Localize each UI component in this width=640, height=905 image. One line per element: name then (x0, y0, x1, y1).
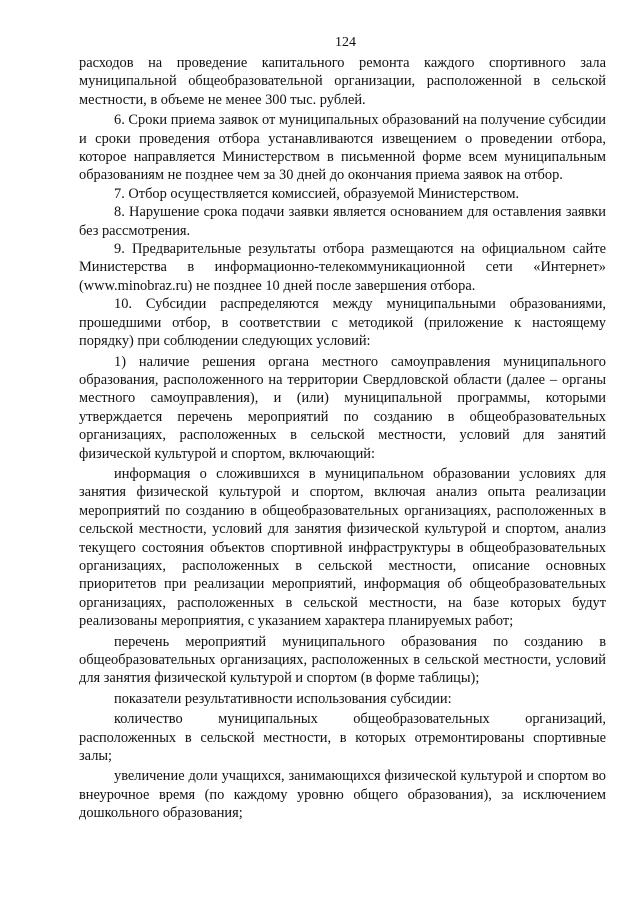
paragraph-performance-indicators: показатели результативности использования субсидии: (114, 690, 452, 707)
paragraph-7-selection-commission: 7. Отбор осуществляется комиссией, образуемой Министерством. (114, 185, 520, 202)
page-number: 124 (335, 35, 356, 50)
paragraph-information-conditions: информация о сложившихся в муниципальном образовании условиях для занятия физической культурой и спортом, включая анализ опыта реализации мероприятий по созданию в общеобразовательных организациях, расположенных в сельской местности, условий для занятия физической культурой и спортом, анализ текущего состояния объектов спортивной инфраструктуры в общеобразовательных организациях, расположенных в сельской местности, описание основных приоритетов при реализации мероприятий, информация об общеобразовательных организациях, расположенных в сельской местности, на базе которых будут реализованы мероприятия, с указанием характера планируемых работ; (79, 465, 606, 630)
paragraph-indicator-schools-count: количество муниципальных общеобразовательных организаций, расположенных в сельской местности, в которых отремонтированы спортивные залы; (79, 711, 606, 765)
paragraph-6-application-deadlines: 6. Сроки приема заявок от муниципальных образований на получение субсидии и сроки проведения отбора устанавливаются извещением о проведении отбора, которое направляется Министерством в письменной форме всем муниципальным образованиям не позднее чем за 30 дней до окончания приема заявок на отбор. (79, 112, 606, 184)
paragraph-indicator-students-share: увеличение доли учащихся, занимающихся физической культурой и спортом во внеурочное время (по каждому уровню общего образования), за исключением дошкольного образования; (79, 768, 606, 822)
paragraph-10-subsidy-distribution: 10. Субсидии распределяются между муниципальными образованиями, прошедшими отбор, в соответствии с методикой (приложение к настоящему порядку) при соблюдении следующих условий: (79, 296, 606, 350)
paragraph-9-preliminary-results: 9. Предварительные результаты отбора размещаются на официальном сайте Министерства в информационно-телекоммуникационной сети «Интернет» (www.minobraz.ru) не позднее 10 дней после завершения отбора. (79, 241, 606, 294)
paragraph-8-deadline-violation: 8. Нарушение срока подачи заявки является основанием для оставления заявки без рассмотрения. (79, 204, 606, 239)
paragraph-condition-1: 1) наличие решения органа местного самоуправления муниципального образования, расположенного на территории Свердловской области (далее – органы местного самоуправления), и (или) муниципальной программы, которыми утверждается перечень мероприятий по созданию в общеобразовательных организациях, расположенных в сельской местности, условий для занятий физической культурой и спортом, включающий: (79, 353, 606, 462)
paragraph-measures-list: перечень мероприятий муниципального образования по созданию в общеобразовательных организациях, расположенных в сельской местности, условий для занятия физической культурой и спортом (в форме таблицы); (79, 633, 606, 687)
paragraph-capital-repair-cost: расходов на проведение капитального ремонта каждого спортивного зала муниципальной общеобразовательной организации, расположенной в сельской местности, в объеме не менее 300 тыс. рублей. (79, 55, 606, 108)
